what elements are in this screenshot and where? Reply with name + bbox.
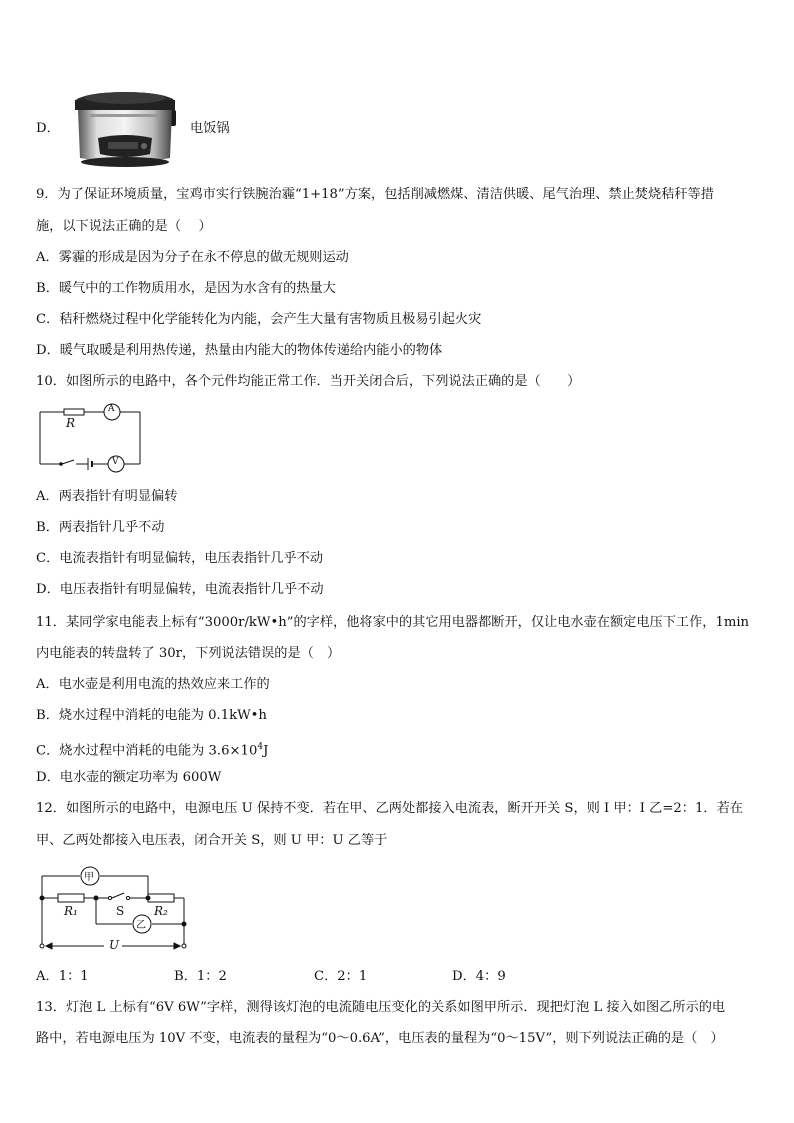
q11-option-c-unit: J (263, 743, 269, 759)
q11-option-c-exponent: 4 (257, 742, 264, 752)
ammeter-icon: A (108, 404, 115, 414)
q12-meter-jia: 甲 (84, 872, 94, 883)
q12-stem-line2: 甲、乙两处都接入电压表，闭合开关 S，则 U 甲：U 乙等于 (36, 833, 388, 848)
q10-option-d: D．电压表指针有明显偏转，电流表指针几乎不动 (36, 582, 324, 597)
q12-stem-line1: 12．如图所示的电路中，电源电压 U 保持不变．若在甲、乙两处都接入电流表，断开开关 S，则 I 甲：I 乙=2：1．若在 (36, 801, 743, 816)
q9-option-b: B．暖气中的工作物质用水，是因为水含有的热量大 (36, 281, 336, 296)
q11-stem-line2: 内电能表的转盘转了 30r，下列说法错误的是（ ） (36, 646, 341, 661)
q9-stem-line1: 9．为了保证环境质量，宝鸡市实行铁腕治霾“1+18”方案，包括削减燃煤、清洁供暖、尾气治理、禁止焚烧秸秆等措 (36, 187, 714, 202)
q12-meter-yi: 乙 (136, 920, 146, 931)
q8-option-d-letter: D． (36, 121, 60, 136)
q9-option-c: C．秸秆燃烧过程中化学能转化为内能，会产生大量有害物质且极易引起火灾 (36, 312, 482, 327)
q12-r1-label: R₁ (64, 904, 78, 918)
q12-voltage-label: U (109, 938, 120, 952)
q11-option-c-text: C．烧水过程中消耗的电能为 3.6×10 (36, 743, 258, 759)
q11-option-d: D．电水壶的额定功率为 600W (36, 770, 222, 785)
q13-stem-line1: 13．灯泡 L 上标有“6V 6W”字样，测得该灯泡的电流随电压变化的关系如图甲所示．现把灯泡 L 接入如图乙所示的电 (36, 1000, 726, 1015)
q11-option-c (36, 738, 268, 760)
q9-stem-line2: 施，以下说法正确的是（ ） (36, 219, 212, 234)
q12-option-d: D．4：9 (452, 969, 506, 984)
q11-option-b: B．烧水过程中消耗的电能为 0.1kW•h (36, 708, 267, 723)
q8-option-d-label: 电饭锅 (190, 121, 230, 136)
voltmeter-icon: V (112, 457, 119, 467)
q12-option-c: C．2：1 (314, 969, 368, 984)
q10-option-a: A．两表指针有明显偏转 (36, 489, 178, 504)
q10-option-c: C．电流表指针有明显偏转，电压表指针几乎不动 (36, 551, 324, 566)
rice-cooker-image (70, 88, 180, 170)
q12-switch-label: S (116, 904, 125, 918)
q10-stem: 10．如图所示的电路中，各个元件均能正常工作．当开关闭合后，下列说法正确的是（ ） (36, 374, 581, 389)
q10-resistor-label: R (66, 416, 76, 430)
q12-option-b: B．1：2 (174, 969, 227, 984)
q9-option-a: A．雾霾的形成是因为分子在永不停息的做无规则运动 (36, 250, 349, 265)
q10-circuit-diagram (36, 400, 146, 474)
q13-stem-line2: 路中，若电源电压为 10V 不变，电流表的量程为“0～0.6A”，电压表的量程为“0～15V”，则下列说法正确的是（ ） (36, 1031, 724, 1046)
q9-option-d: D．暖气取暖是利用热传递，热量由内能大的物体传递给内能小的物体 (36, 343, 443, 358)
q11-option-a: A．电水壶是利用电流的热效应来工作的 (36, 677, 270, 692)
q10-option-b: B．两表指针几乎不动 (36, 520, 165, 535)
q12-r2-label: R₂ (154, 904, 168, 918)
q11-stem-line1: 11．某同学家电能表上标有“3000r/kW•h”的字样，他将家中的其它用电器都断开，仅让电水壶在额定电压下工作，1min (36, 615, 750, 630)
q12-option-a: A．1：1 (36, 969, 89, 984)
